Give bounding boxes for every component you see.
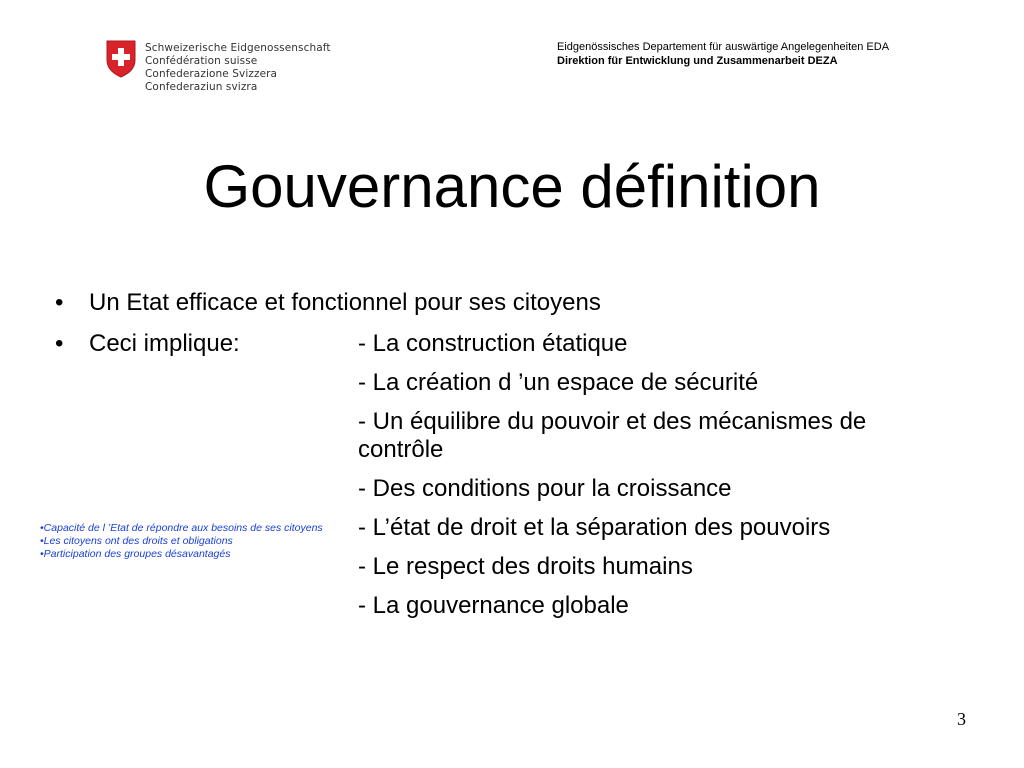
swiss-cross-shield-icon: [106, 40, 136, 78]
bullet-text: Ceci implique:: [89, 330, 240, 357]
logo-line-it: Confederazione Svizzera: [145, 68, 278, 80]
list-item: - L’état de droit et la séparation des pouvoirs: [358, 514, 831, 541]
logo-line-de: Schweizerische Eidgenossenschaft: [145, 42, 331, 54]
bullet-text: Un Etat efficace et fonctionnel pour ses citoyens: [89, 289, 601, 316]
logo-line-rm: Confederaziun svizra: [145, 81, 258, 93]
note-item: •Les citoyens ont des droits et obligations: [40, 535, 233, 547]
slide-title: Gouvernance définition: [203, 153, 821, 220]
list-item: - La création d ’un espace de sécurité: [358, 369, 759, 396]
bullet-marker: •: [55, 289, 64, 316]
bullet-item: [55, 289, 601, 317]
page-number: 3: [957, 709, 966, 729]
logo-line-fr: Confédération suisse: [145, 55, 258, 67]
note-item: •Capacité de l ’Etat de répondre aux besoins de ses citoyens: [40, 522, 323, 534]
note-item: •Participation des groupes désavantagés: [40, 548, 231, 560]
list-item: - La construction étatique: [358, 330, 628, 357]
federal-logo: [106, 40, 331, 94]
implications-list: [358, 330, 958, 631]
department-header: [557, 40, 889, 68]
list-item: - Le respect des droits humains: [358, 553, 693, 580]
bullet-marker: •: [55, 330, 64, 357]
list-item: - La gouvernance globale: [358, 592, 629, 619]
side-notes: [40, 522, 360, 561]
logo-text: [145, 42, 331, 94]
list-item: - Un équilibre du pouvoir et des mécanismes de contrôle: [358, 408, 867, 463]
list-item: - Des conditions pour la croissance: [358, 475, 732, 502]
bullet-item: [55, 330, 240, 358]
department-name: Eidgenössisches Departement für auswärtige Angelegenheiten EDA: [557, 41, 890, 53]
directorate-name: Direktion für Entwicklung und Zusammenarbeit DEZA: [557, 55, 838, 67]
